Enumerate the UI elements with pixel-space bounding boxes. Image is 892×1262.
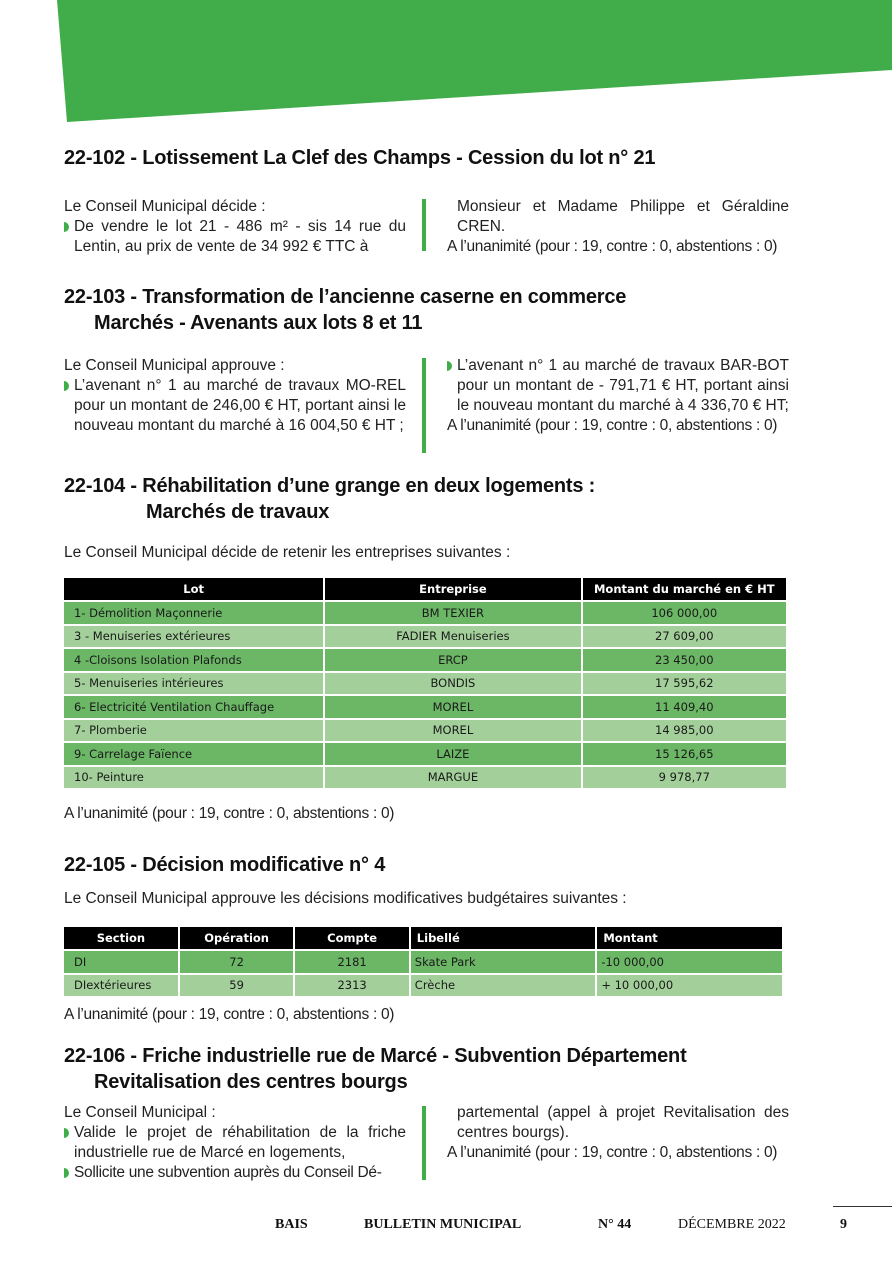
cell-section: DIextérieures — [64, 975, 178, 997]
cell-entreprise: MOREL — [325, 696, 580, 718]
budget-decisions-table — [62, 925, 784, 998]
footer-date: DÉCEMBRE 2022 — [678, 1217, 786, 1232]
cell-montant: 14 985,00 — [583, 720, 786, 742]
table-header-row — [64, 578, 786, 600]
cell-lot: 4 -Cloisons Isolation Plafonds — [64, 649, 323, 671]
contractors-table — [62, 576, 788, 790]
column-header-lot: Lot — [64, 578, 323, 600]
table-row — [64, 673, 786, 695]
cell-montant: 15 126,65 — [583, 743, 786, 765]
column-header-libelle: Libellé — [411, 927, 596, 949]
table-row — [64, 649, 786, 671]
footer-rule — [833, 1206, 892, 1207]
column-header-entreprise: Entreprise — [325, 578, 580, 600]
section-title-22-103 — [64, 284, 626, 336]
cell-montant: 11 409,40 — [583, 696, 786, 718]
bullet-item: L’avenant n° 1 au marché de travaux BAR-BOT pour un montant de - 791,71 € HT, portant ainsi le nouveau montant du marché à 4 336,70 € HT; — [447, 356, 789, 416]
cell-entreprise: BM TEXIER — [325, 602, 580, 624]
table-row — [64, 951, 782, 973]
intro-text: Le Conseil Municipal décide : — [64, 198, 266, 215]
cell-montant: 27 609,00 — [583, 626, 786, 648]
cell-entreprise: MOREL — [325, 720, 580, 742]
cell-montant: 17 595,62 — [583, 673, 786, 695]
cell-libelle: Crèche — [411, 975, 596, 997]
cell-montant: -10 000,00 — [597, 951, 782, 973]
section-22-103-left-column — [64, 356, 406, 436]
section-title-22-104 — [64, 473, 595, 525]
cell-entreprise: FADIER Menuiseries — [325, 626, 580, 648]
intro-text: Le Conseil Municipal : — [64, 1104, 216, 1121]
cell-lot: 6- Electricité Ventilation Chauffage — [64, 696, 323, 718]
column-header-montant: Montant — [597, 927, 782, 949]
footer-page-number: 9 — [840, 1217, 847, 1232]
vote-result: A l’unanimité (pour : 19, contre : 0, abstentions : 0) — [447, 1144, 778, 1161]
intro-text: Le Conseil Municipal approuve les décisions modificatives budgétaires suivantes : — [64, 890, 627, 907]
vote-result: A l’unanimité (pour : 19, contre : 0, abstentions : 0) — [64, 805, 395, 822]
cell-lot: 5- Menuiseries intérieures — [64, 673, 323, 695]
section-title-22-105: 22-105 - Décision modificative n° 4 — [64, 854, 386, 876]
cell-compte: 2313 — [295, 975, 408, 997]
section-22-106-left-column — [64, 1103, 406, 1183]
bullet-item: Valide le projet de réhabilitation de la friche industrielle rue de Marcé en logements, — [64, 1123, 406, 1163]
table-row — [64, 626, 786, 648]
footer-town: BAIS — [275, 1217, 308, 1232]
cell-montant: + 10 000,00 — [597, 975, 782, 997]
vote-result: A l’unanimité (pour : 19, contre : 0, abstentions : 0) — [447, 417, 778, 434]
table-header-row — [64, 927, 782, 949]
section-22-102-left-column — [64, 197, 406, 257]
section-title-22-102: 22-102 - Lotissement La Clef des Champs - Cession du lot n° 21 — [64, 147, 656, 169]
bullet-item: L’avenant n° 1 au marché de travaux MO-REL pour un montant de 246,00 € HT, portant ainsi le nouveau montant du marché à 16 004,50 € HT ; — [64, 376, 406, 436]
table-row — [64, 975, 782, 997]
intro-text: Le Conseil Municipal approuve : — [64, 357, 285, 374]
cell-montant: 9 978,77 — [583, 767, 786, 789]
column-header-montant: Montant du marché en € HT — [583, 578, 786, 600]
cell-lot: 10- Peinture — [64, 767, 323, 789]
cell-libelle: Skate Park — [411, 951, 596, 973]
cell-section: DI — [64, 951, 178, 973]
footer-issue: N° 44 — [598, 1217, 632, 1232]
cell-lot: 7- Plomberie — [64, 720, 323, 742]
title-line-1: 22-104 - Réhabilitation d’une grange en deux logements : — [64, 475, 596, 497]
section-22-103-right-column — [447, 356, 789, 436]
cell-lot: 3 - Menuiseries extérieures — [64, 626, 323, 648]
cell-montant: 106 000,00 — [583, 602, 786, 624]
title-line-2: Marchés de travaux — [146, 501, 330, 523]
column-divider — [422, 1106, 426, 1180]
title-line-2: Marchés - Avenants aux lots 8 et 11 — [94, 312, 423, 334]
section-22-102-right-column — [447, 197, 789, 257]
title-line-1: 22-103 - Transformation de l’ancienne caserne en commerce — [64, 286, 627, 308]
cell-entreprise: MARGUE — [325, 767, 580, 789]
vote-result: A l’unanimité (pour : 19, contre : 0, abstentions : 0) — [64, 1006, 395, 1023]
title-line-1: 22-106 - Friche industrielle rue de Marcé - Subvention Département — [64, 1045, 687, 1067]
cell-montant: 23 450,00 — [583, 649, 786, 671]
intro-text: Le Conseil Municipal décide de retenir les entreprises suivantes : — [64, 544, 511, 561]
cell-lot: 9- Carrelage Faïence — [64, 743, 323, 765]
cell-operation: 72 — [180, 951, 294, 973]
cell-operation: 59 — [180, 975, 294, 997]
table-row — [64, 602, 786, 624]
vote-result: A l’unanimité (pour : 19, contre : 0, abstentions : 0) — [447, 238, 778, 255]
continued-text: partemental (appel à projet Revitalisation des centres bourgs). — [457, 1104, 789, 1141]
cell-entreprise: BONDIS — [325, 673, 580, 695]
cell-entreprise: ERCP — [325, 649, 580, 671]
column-header-compte: Compte — [295, 927, 408, 949]
table-row — [64, 743, 786, 765]
bullet-item: De vendre le lot 21 - 486 m² - sis 14 rue du Lentin, au prix de vente de 34 992 € TTC à — [64, 217, 406, 257]
section-22-106-right-column — [447, 1103, 789, 1163]
column-header-operation: Opération — [180, 927, 294, 949]
continued-text: Monsieur et Madame Philippe et Géraldine CREN. — [457, 198, 789, 235]
section-title-22-106 — [64, 1043, 687, 1095]
bullet-item: Sollicite une subvention auprès du Conseil Dé- — [64, 1163, 406, 1183]
footer-publication: BULLETIN MUNICIPAL — [364, 1217, 522, 1232]
table-row — [64, 720, 786, 742]
cell-compte: 2181 — [295, 951, 408, 973]
title-line-2: Revitalisation des centres bourgs — [94, 1071, 408, 1093]
column-divider — [422, 358, 426, 453]
table-row — [64, 696, 786, 718]
table-row — [64, 767, 786, 789]
cell-lot: 1- Démolition Maçonnerie — [64, 602, 323, 624]
column-header-section: Section — [64, 927, 178, 949]
column-divider — [422, 199, 426, 251]
top-green-banner — [0, 0, 892, 125]
cell-entreprise: LAIZE — [325, 743, 580, 765]
